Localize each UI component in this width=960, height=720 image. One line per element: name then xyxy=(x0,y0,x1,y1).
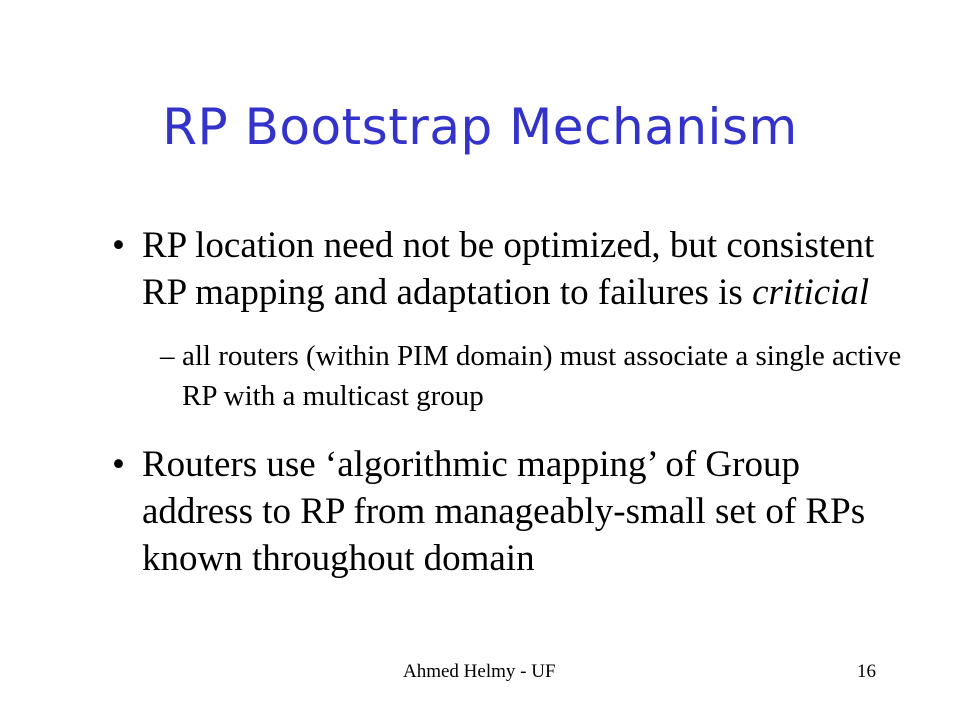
footer-author: Ahmed Helmy - UF xyxy=(403,661,556,682)
bullet-text: Routers use ‘algorithmic mapping’ of Group address to RP from manageably-small set of RPs known throughout domain xyxy=(142,444,866,579)
bullet-marker: • xyxy=(112,225,125,266)
slide-body xyxy=(112,222,902,582)
bullet-item xyxy=(112,222,902,316)
sub-bullet-item xyxy=(160,336,902,416)
bullet-emphasis: criticial xyxy=(752,272,870,313)
bullet-text: RP location need not be optimized, but consistent RP mapping and adaptation to failures is xyxy=(142,225,875,313)
bullet-marker: • xyxy=(112,444,125,485)
slide-title: RP Bootstrap Mechanism xyxy=(162,98,798,156)
sub-bullet-text: all routers (within PIM domain) must associate a single active RP with a multicast group xyxy=(182,340,902,412)
footer-page-number: 16 xyxy=(857,661,876,682)
bullet-item xyxy=(112,441,902,582)
sub-bullet-marker: – xyxy=(160,340,175,372)
